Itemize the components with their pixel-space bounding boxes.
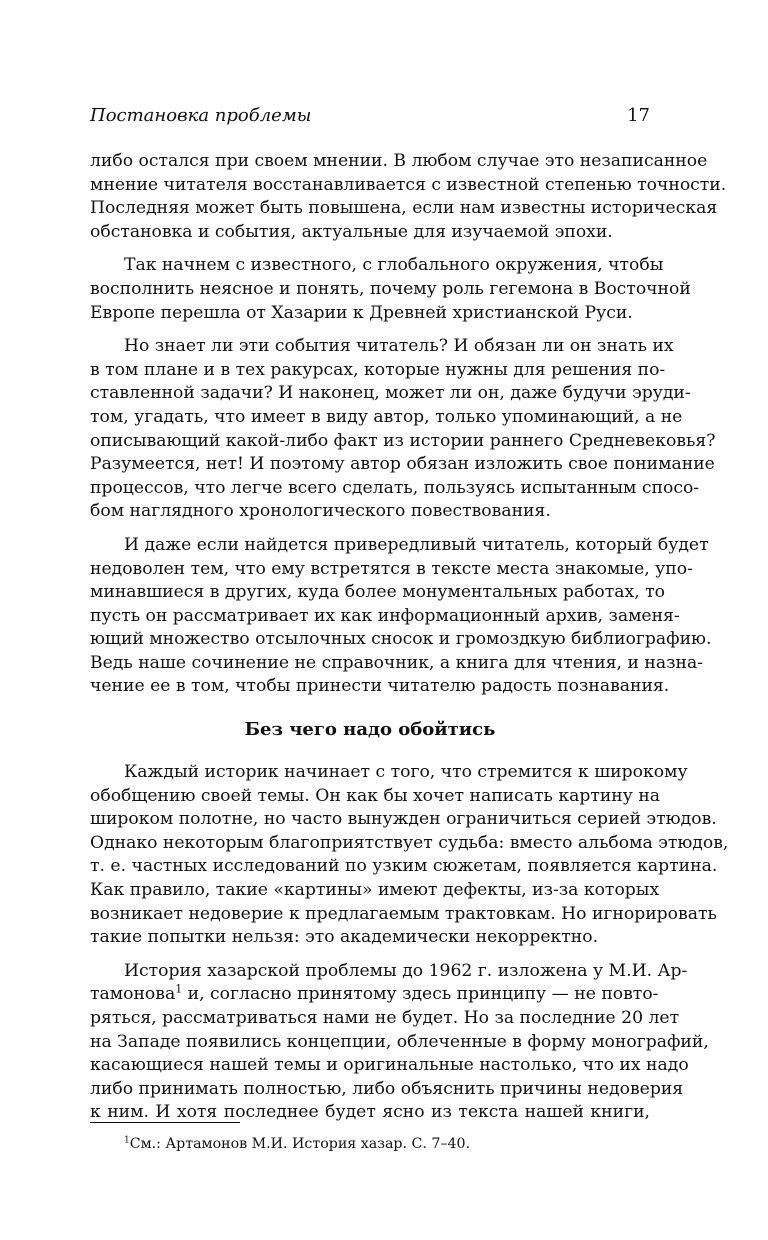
text-line: минавшиеся в других, куда более монументальных работах, то	[90, 582, 666, 603]
text-line: Так начнем с известного, с глобального окружения, чтобы	[124, 255, 664, 276]
text-line: ряться, рассматриваться нами не будет. Но за последние 20 лет	[90, 1008, 680, 1028]
paragraph-gap	[90, 244, 650, 254]
text-line: пусть он рассматривает их как информационный архив, заменя-	[90, 605, 680, 626]
text-segment: и, согласно принятому здесь принципу — не повто-	[182, 984, 659, 1005]
text-line: И даже если найдется привередливый читатель, который будет	[124, 534, 709, 555]
text-line: ющий множество отсылочных сносок и громоздкую библиографию.	[90, 629, 712, 650]
text-line: Как правило, такие «картины» имеют дефекты, из-за которых	[90, 880, 660, 901]
paragraph-gap	[90, 524, 650, 534]
footnote-rule	[90, 1122, 240, 1123]
text-line: касающиеся нашей темы и оригинальные настолько, что их надо	[90, 1055, 689, 1076]
text-line: том, угадать, что имеет в виду автор, только упоминающий, а не	[90, 406, 683, 427]
text-line: обстановка и события, актуальные для изучаемой эпохи.	[90, 221, 613, 242]
text-line: ставленной задачи? И наконец, может ли он, даже будучи эруди-	[90, 383, 691, 404]
text-line: Ведь наше сочинение не справочник, а книга для чтения, и назна-	[90, 652, 703, 673]
text-line: недоволен тем, что ему встретятся в тексте места знакомые, упо-	[90, 558, 693, 579]
text-line: бом наглядного хронологического повествования.	[90, 501, 551, 522]
paragraph-lines	[90, 1007, 709, 1125]
text-line: Разумеется, нет! И поэтому автор обязан изложить свое понимание	[90, 454, 715, 475]
intro-paragraphs	[90, 150, 727, 699]
footnote	[124, 1134, 624, 1154]
text-line: т. е. частных исследований по узким сюжетам, появляется картина.	[90, 856, 718, 877]
section-paragraphs	[90, 761, 729, 950]
text-line: либо остался при своем мнении. В любом случае это незаписанное	[90, 151, 708, 171]
running-title: Постановка проблемы	[90, 105, 312, 126]
text-line	[90, 982, 659, 1007]
text-line: Последняя может быть повышена, если нам известны историческая	[90, 198, 718, 219]
page-number: 17	[627, 105, 650, 126]
text-line: такие попытки нельзя: это академически некорректно.	[90, 927, 599, 948]
text-line: Но знает ли эти события читатель? И обязан ли он знать их	[124, 336, 674, 357]
paragraph	[90, 534, 712, 699]
text-line: мнение читателя восстанавливается с известной степенью точности.	[90, 174, 727, 195]
text-line: обобщению своей темы. Он как бы хочет написать картину на	[90, 785, 661, 806]
text-line: процессов, что легче всего сделать, пользуясь испытанным спосо-	[90, 477, 700, 498]
text-line: Однако некоторым благоприятствует судьба: вместо альбома этюдов,	[90, 832, 729, 853]
text-line: широком полотне, но часто вынужден ограничиться серией этюдов.	[90, 809, 717, 830]
text-line: восполнить неясное и понять, почему роль гегемона в Восточной	[90, 278, 691, 299]
text-line: на Западе появились концепции, облеченные в форму монографий,	[90, 1031, 709, 1052]
text-segment: тамонова	[90, 984, 176, 1005]
running-head	[90, 104, 650, 128]
footnote-reference[interactable]: 1	[175, 982, 183, 996]
paragraph	[90, 150, 727, 244]
text-line: Европе перешла от Хазарии к Древней христианской Руси.	[90, 302, 633, 323]
section-heading: Без чего надо обойтись	[244, 719, 496, 741]
text-line: Каждый историк начинает с того, что стремится к широкому	[124, 762, 688, 783]
footnote-text: См.: Артамонов М.И. История хазар. С. 7–40.	[129, 1136, 471, 1152]
paragraph	[90, 960, 709, 1125]
body-text	[90, 150, 729, 1125]
paragraph	[90, 761, 729, 950]
footnote-marker: 1	[124, 1135, 130, 1146]
text-line: либо принимать полностью, либо объяснить причины недоверия	[90, 1078, 684, 1099]
text-line: История хазарской проблемы до 1962 г. изложена у М.И. Ар-	[124, 960, 688, 981]
text-line: чение ее в том, чтобы принести читателю радость познавания.	[90, 676, 670, 697]
paragraph	[90, 335, 716, 524]
text-line: к ним. И хотя последнее будет ясно из текста нашей книги,	[90, 1102, 650, 1123]
text-line: описывающий какой-либо факт из истории раннего Средневековья?	[90, 430, 716, 451]
text-line: в том плане и в тех ракурсах, которые нужны для решения по-	[90, 359, 666, 380]
paragraph-gap	[90, 950, 650, 960]
paragraph	[90, 254, 691, 325]
text-line: возникает недоверие к предлагаемым трактовкам. Но игнорировать	[90, 903, 717, 924]
paragraph-gap	[90, 325, 650, 335]
